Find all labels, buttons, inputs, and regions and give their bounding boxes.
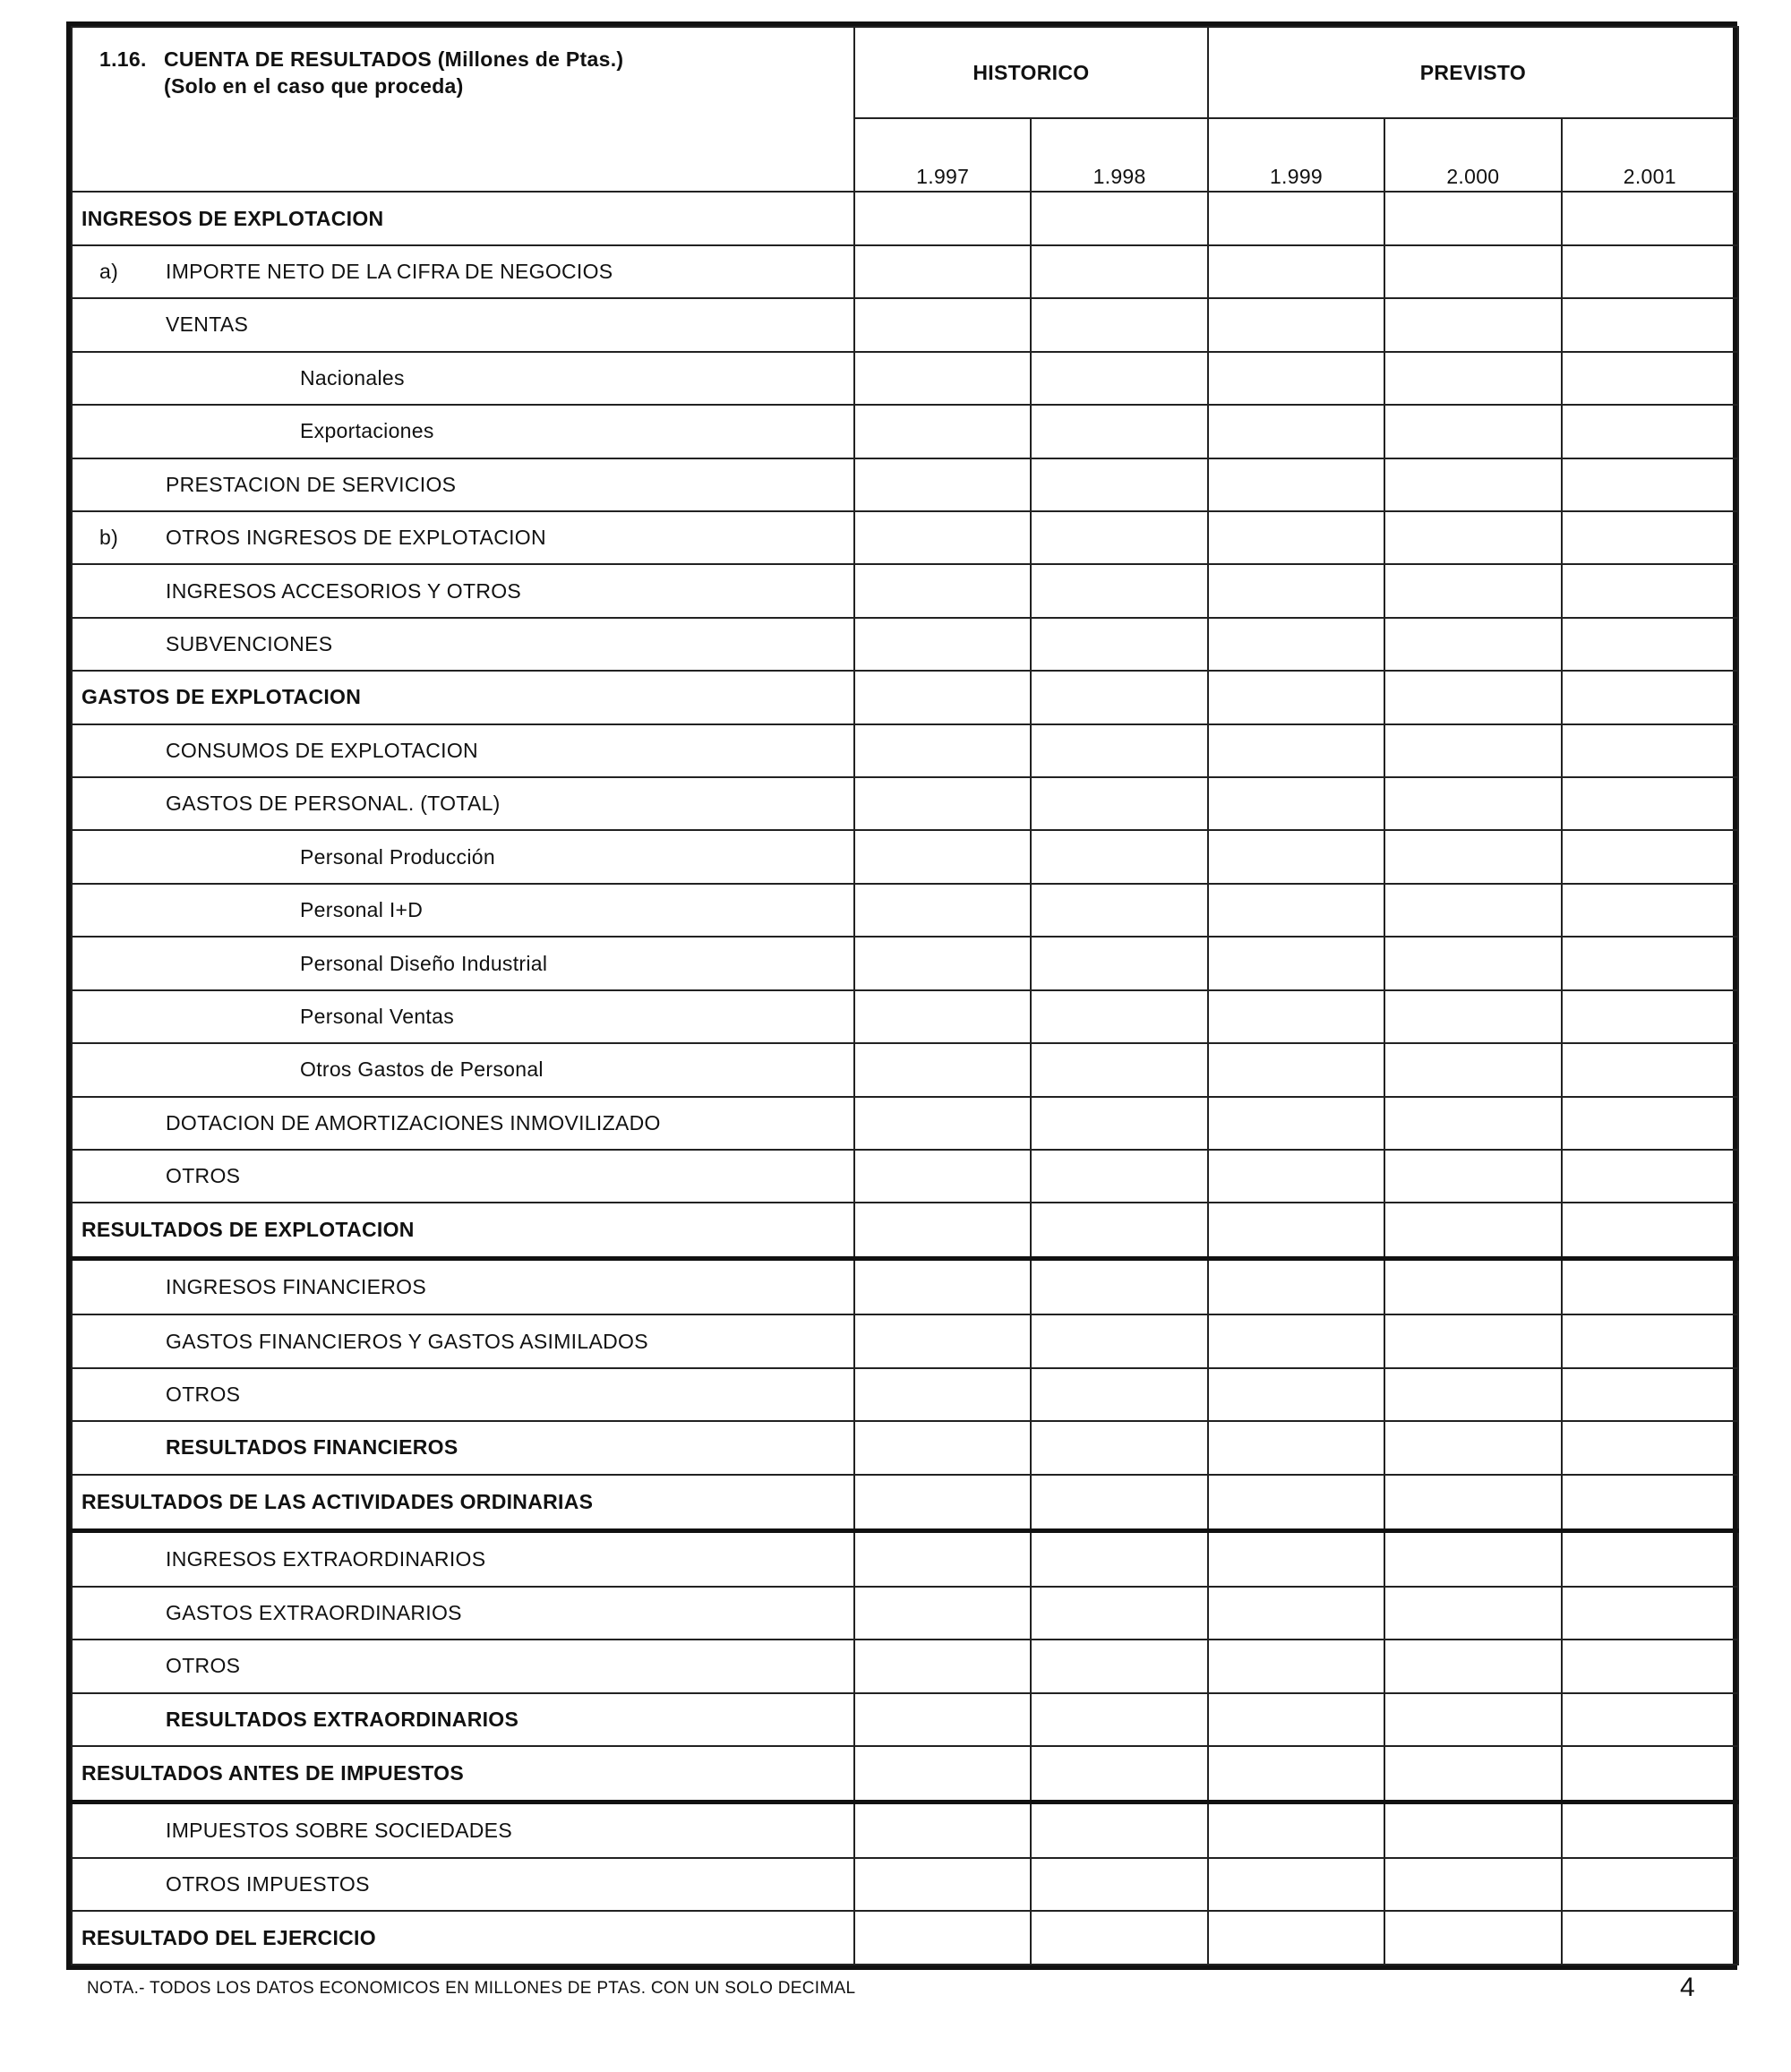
- header-historic: HISTORICO: [854, 27, 1208, 118]
- row-label: RESULTADO DEL EJERCICIO: [81, 1925, 376, 1949]
- value-cell[interactable]: [1208, 1150, 1384, 1203]
- row-label-cell: [72, 1475, 854, 1531]
- value-cell[interactable]: [1208, 1097, 1384, 1150]
- table-row: [72, 1368, 1738, 1421]
- row-label-cell: [72, 1858, 854, 1911]
- value-cell[interactable]: [1031, 1368, 1207, 1421]
- row-label-cell: [72, 1587, 854, 1640]
- value-cell[interactable]: [1208, 1259, 1384, 1315]
- value-cell[interactable]: [1208, 1693, 1384, 1746]
- row-label-cell: [72, 1746, 854, 1802]
- row-label-cell: [72, 1368, 854, 1421]
- value-cell[interactable]: [1562, 458, 1738, 511]
- value-cell[interactable]: [1562, 352, 1738, 405]
- year-header: 1.999: [1208, 118, 1384, 192]
- value-cell[interactable]: [1562, 1043, 1738, 1096]
- table-row: [72, 298, 1738, 351]
- row-label-cell: [72, 1802, 854, 1858]
- value-cell[interactable]: [1208, 990, 1384, 1043]
- value-cell[interactable]: [1384, 724, 1561, 777]
- table-row: [72, 458, 1738, 511]
- value-cell[interactable]: [854, 1746, 1031, 1802]
- value-cell[interactable]: [1208, 777, 1384, 830]
- value-cell[interactable]: [1031, 245, 1207, 298]
- value-cell[interactable]: [854, 937, 1031, 989]
- table-row: [72, 1203, 1738, 1259]
- value-cell[interactable]: [1562, 830, 1738, 883]
- value-cell[interactable]: [1562, 1314, 1738, 1367]
- value-cell[interactable]: [854, 1911, 1031, 1965]
- value-cell[interactable]: [1208, 1421, 1384, 1474]
- section-subtitle: (Solo en el caso que proceda): [164, 74, 464, 98]
- value-cell[interactable]: [1384, 618, 1561, 671]
- value-cell[interactable]: [854, 511, 1031, 564]
- table-row: [72, 618, 1738, 671]
- row-label: GASTOS DE EXPLOTACION: [81, 685, 362, 709]
- value-cell[interactable]: [1031, 1097, 1207, 1150]
- value-cell[interactable]: [854, 724, 1031, 777]
- value-cell[interactable]: [854, 1043, 1031, 1096]
- value-cell[interactable]: [1562, 671, 1738, 723]
- value-cell[interactable]: [1031, 1746, 1207, 1802]
- row-label: INGRESOS FINANCIEROS: [166, 1275, 426, 1299]
- value-cell[interactable]: [1384, 1587, 1561, 1640]
- value-cell[interactable]: [1208, 1911, 1384, 1965]
- value-cell[interactable]: [1384, 352, 1561, 405]
- value-cell[interactable]: [854, 1802, 1031, 1858]
- value-cell[interactable]: [1384, 1259, 1561, 1315]
- value-cell[interactable]: [1384, 458, 1561, 511]
- row-label-cell: [72, 1203, 854, 1259]
- value-cell[interactable]: [854, 245, 1031, 298]
- value-cell[interactable]: [854, 405, 1031, 458]
- row-label-cell: [72, 511, 854, 564]
- value-cell[interactable]: [854, 1259, 1031, 1315]
- value-cell[interactable]: [1384, 1911, 1561, 1965]
- value-cell[interactable]: [1031, 192, 1207, 244]
- value-cell[interactable]: [1208, 1314, 1384, 1367]
- value-cell[interactable]: [1562, 1421, 1738, 1474]
- value-cell[interactable]: [1031, 1421, 1207, 1474]
- row-label-cell: [72, 618, 854, 671]
- row-label-cell: [72, 405, 854, 458]
- value-cell[interactable]: [854, 352, 1031, 405]
- value-cell[interactable]: [1031, 405, 1207, 458]
- table-row: [72, 1314, 1738, 1367]
- value-cell[interactable]: [1562, 777, 1738, 830]
- row-label-cell: [72, 298, 854, 351]
- table-row: [72, 352, 1738, 405]
- row-label: RESULTADOS FINANCIEROS: [166, 1435, 458, 1460]
- value-cell[interactable]: [1562, 1802, 1738, 1858]
- table-row: [72, 830, 1738, 883]
- table-row: [72, 1421, 1738, 1474]
- section-title: CUENTA DE RESULTADOS (Millones de Ptas.): [164, 47, 624, 71]
- value-cell[interactable]: [1562, 1203, 1738, 1259]
- row-label-cell: [72, 1097, 854, 1150]
- value-cell[interactable]: [1562, 884, 1738, 937]
- header-forecast: PREVISTO: [1208, 27, 1738, 118]
- row-label-cell: [72, 192, 854, 244]
- value-cell[interactable]: [1031, 1259, 1207, 1315]
- value-cell[interactable]: [1562, 1530, 1738, 1587]
- value-cell[interactable]: [1384, 777, 1561, 830]
- value-cell[interactable]: [854, 1475, 1031, 1531]
- value-cell[interactable]: [1208, 1746, 1384, 1802]
- table-row: [72, 1693, 1738, 1746]
- value-cell[interactable]: [1384, 245, 1561, 298]
- value-cell[interactable]: [1031, 1693, 1207, 1746]
- value-cell[interactable]: [854, 192, 1031, 244]
- value-cell[interactable]: [1208, 405, 1384, 458]
- value-cell[interactable]: [1562, 1368, 1738, 1421]
- value-cell[interactable]: [1208, 937, 1384, 989]
- table-row: [72, 671, 1738, 723]
- value-cell[interactable]: [1031, 990, 1207, 1043]
- value-cell[interactable]: [1031, 618, 1207, 671]
- value-cell[interactable]: [1384, 1314, 1561, 1367]
- value-cell[interactable]: [1384, 1150, 1561, 1203]
- row-label: IMPUESTOS SOBRE SOCIEDADES: [166, 1818, 512, 1842]
- value-cell[interactable]: [1562, 990, 1738, 1043]
- value-cell[interactable]: [1031, 511, 1207, 564]
- table-row: [72, 1259, 1738, 1315]
- value-cell[interactable]: [1384, 192, 1561, 244]
- value-cell[interactable]: [1208, 724, 1384, 777]
- value-cell[interactable]: [1208, 884, 1384, 937]
- value-cell[interactable]: [1208, 1043, 1384, 1096]
- value-cell[interactable]: [1384, 1640, 1561, 1692]
- value-cell[interactable]: [1031, 1043, 1207, 1096]
- value-cell[interactable]: [1384, 830, 1561, 883]
- value-cell[interactable]: [1562, 511, 1738, 564]
- value-cell[interactable]: [1562, 245, 1738, 298]
- row-marker: a): [99, 260, 119, 284]
- value-cell[interactable]: [1031, 1858, 1207, 1911]
- value-cell[interactable]: [1208, 352, 1384, 405]
- section-number: 1.16.: [99, 47, 147, 71]
- row-label: Exportaciones: [300, 419, 434, 443]
- row-label-cell: [72, 458, 854, 511]
- value-cell[interactable]: [854, 564, 1031, 617]
- value-cell[interactable]: [1031, 1314, 1207, 1367]
- table-row: [72, 1640, 1738, 1692]
- table-row: [72, 777, 1738, 830]
- value-cell[interactable]: [854, 618, 1031, 671]
- value-cell[interactable]: [854, 1314, 1031, 1367]
- value-cell[interactable]: [1208, 1640, 1384, 1692]
- row-marker: b): [99, 526, 119, 550]
- row-label: Nacionales: [300, 365, 405, 390]
- value-cell[interactable]: [854, 1693, 1031, 1746]
- row-label: GASTOS EXTRAORDINARIOS: [166, 1600, 462, 1624]
- value-cell[interactable]: [1562, 1475, 1738, 1531]
- value-cell[interactable]: [1031, 352, 1207, 405]
- table-row: [72, 1150, 1738, 1203]
- row-label: IMPORTE NETO DE LA CIFRA DE NEGOCIOS: [166, 260, 613, 284]
- value-cell[interactable]: [1031, 1640, 1207, 1692]
- row-label-cell: [72, 1259, 854, 1315]
- table-row: [72, 1746, 1738, 1802]
- value-cell[interactable]: [1384, 1097, 1561, 1150]
- value-cell[interactable]: [1208, 1530, 1384, 1587]
- value-cell[interactable]: [1031, 458, 1207, 511]
- value-cell[interactable]: [1031, 724, 1207, 777]
- value-cell[interactable]: [854, 458, 1031, 511]
- year-header: 2.001: [1562, 118, 1738, 192]
- value-cell[interactable]: [1031, 884, 1207, 937]
- value-cell[interactable]: [1031, 1802, 1207, 1858]
- value-cell[interactable]: [1562, 618, 1738, 671]
- value-cell[interactable]: [1562, 1259, 1738, 1315]
- row-label-cell: [72, 1421, 854, 1474]
- row-label: Personal Diseño Industrial: [300, 951, 548, 975]
- value-cell[interactable]: [1562, 1693, 1738, 1746]
- value-cell[interactable]: [1208, 1858, 1384, 1911]
- value-cell[interactable]: [1384, 1043, 1561, 1096]
- value-cell[interactable]: [1031, 937, 1207, 989]
- row-label: Personal Ventas: [300, 1004, 455, 1028]
- year-header: 2.000: [1384, 118, 1561, 192]
- table-row: [72, 1802, 1738, 1858]
- value-cell[interactable]: [854, 1368, 1031, 1421]
- table-title-cell: [72, 27, 854, 192]
- income-statement-table: [71, 26, 1739, 1965]
- row-label: OTROS: [166, 1383, 241, 1407]
- value-cell[interactable]: [1384, 1421, 1561, 1474]
- value-cell[interactable]: [1562, 1150, 1738, 1203]
- table-row: [72, 1097, 1738, 1150]
- value-cell[interactable]: [1208, 1203, 1384, 1259]
- value-cell[interactable]: [1031, 1911, 1207, 1965]
- page-number: 4: [1680, 1973, 1695, 2002]
- value-cell[interactable]: [1384, 1475, 1561, 1531]
- value-cell[interactable]: [1384, 937, 1561, 989]
- value-cell[interactable]: [1208, 458, 1384, 511]
- value-cell[interactable]: [1384, 511, 1561, 564]
- table-row: [72, 990, 1738, 1043]
- row-label-cell: [72, 1530, 854, 1587]
- value-cell[interactable]: [1031, 1203, 1207, 1259]
- value-cell[interactable]: [1384, 1530, 1561, 1587]
- row-label-cell: [72, 777, 854, 830]
- value-cell[interactable]: [1031, 830, 1207, 883]
- row-label-cell: [72, 1911, 854, 1965]
- value-cell[interactable]: [1208, 1368, 1384, 1421]
- value-cell[interactable]: [854, 990, 1031, 1043]
- value-cell[interactable]: [1031, 777, 1207, 830]
- row-label-cell: [72, 245, 854, 298]
- table-row: [72, 1858, 1738, 1911]
- value-cell[interactable]: [1031, 1150, 1207, 1203]
- row-label: GASTOS FINANCIEROS Y GASTOS ASIMILADOS: [166, 1329, 648, 1353]
- value-cell[interactable]: [854, 1587, 1031, 1640]
- row-label: OTROS: [166, 1164, 241, 1188]
- value-cell[interactable]: [1562, 1640, 1738, 1692]
- table-row: [72, 884, 1738, 937]
- row-label-cell: [72, 990, 854, 1043]
- row-label-cell: [72, 724, 854, 777]
- value-cell[interactable]: [1384, 564, 1561, 617]
- row-label-cell: [72, 937, 854, 989]
- value-cell[interactable]: [1031, 298, 1207, 351]
- row-label: INGRESOS DE EXPLOTACION: [81, 206, 384, 230]
- table-row: [72, 192, 1738, 244]
- table-row: [72, 724, 1738, 777]
- row-label-cell: [72, 671, 854, 723]
- value-cell[interactable]: [1208, 511, 1384, 564]
- table-row: [72, 245, 1738, 298]
- value-cell[interactable]: [1562, 1911, 1738, 1965]
- value-cell[interactable]: [1384, 1368, 1561, 1421]
- value-cell[interactable]: [854, 1530, 1031, 1587]
- value-cell[interactable]: [1384, 1203, 1561, 1259]
- value-cell[interactable]: [854, 830, 1031, 883]
- table-row: [72, 1475, 1738, 1531]
- value-cell[interactable]: [1384, 298, 1561, 351]
- value-cell[interactable]: [1208, 1475, 1384, 1531]
- row-label-cell: [72, 1640, 854, 1692]
- year-header: 1.997: [854, 118, 1031, 192]
- row-label: RESULTADOS DE EXPLOTACION: [81, 1218, 415, 1242]
- row-label: OTROS IMPUESTOS: [166, 1872, 370, 1896]
- table-row: [72, 1043, 1738, 1096]
- value-cell[interactable]: [1031, 1587, 1207, 1640]
- value-cell[interactable]: [1208, 1802, 1384, 1858]
- value-cell[interactable]: [1384, 990, 1561, 1043]
- value-cell[interactable]: [1031, 1530, 1207, 1587]
- row-label: OTROS INGRESOS DE EXPLOTACION: [166, 526, 546, 550]
- value-cell[interactable]: [1562, 564, 1738, 617]
- value-cell[interactable]: [1384, 1858, 1561, 1911]
- row-label: PRESTACION DE SERVICIOS: [166, 472, 457, 496]
- value-cell[interactable]: [854, 671, 1031, 723]
- value-cell[interactable]: [854, 298, 1031, 351]
- row-label: Otros Gastos de Personal: [300, 1057, 544, 1082]
- value-cell[interactable]: [1208, 1587, 1384, 1640]
- row-label-cell: [72, 1043, 854, 1096]
- row-label: Personal I+D: [300, 898, 424, 922]
- table-row: [72, 1530, 1738, 1587]
- row-label: DOTACION DE AMORTIZACIONES INMOVILIZADO: [166, 1110, 661, 1134]
- value-cell[interactable]: [1208, 671, 1384, 723]
- row-label: RESULTADOS ANTES DE IMPUESTOS: [81, 1760, 465, 1785]
- value-cell[interactable]: [1562, 1746, 1738, 1802]
- row-label: INGRESOS ACCESORIOS Y OTROS: [166, 578, 522, 603]
- value-cell[interactable]: [1562, 298, 1738, 351]
- value-cell[interactable]: [1562, 1097, 1738, 1150]
- value-cell[interactable]: [854, 777, 1031, 830]
- value-cell[interactable]: [1384, 671, 1561, 723]
- income-statement-form: [66, 21, 1737, 1970]
- value-cell[interactable]: [854, 1150, 1031, 1203]
- value-cell[interactable]: [1208, 245, 1384, 298]
- row-label-cell: [72, 352, 854, 405]
- table-row: [72, 937, 1738, 989]
- value-cell[interactable]: [1208, 298, 1384, 351]
- row-label-cell: [72, 884, 854, 937]
- value-cell[interactable]: [1562, 405, 1738, 458]
- table-row: [72, 1911, 1738, 1965]
- value-cell[interactable]: [1562, 937, 1738, 989]
- row-label-cell: [72, 830, 854, 883]
- year-header: 1.998: [1031, 118, 1207, 192]
- value-cell[interactable]: [1208, 830, 1384, 883]
- value-cell[interactable]: [1208, 618, 1384, 671]
- footer-note: NOTA.- TODOS LOS DATOS ECONOMICOS EN MILLONES DE PTAS. CON UN SOLO DECIMAL: [87, 1979, 856, 1998]
- value-cell[interactable]: [1031, 671, 1207, 723]
- value-cell[interactable]: [1562, 192, 1738, 244]
- table-row: [72, 1587, 1738, 1640]
- value-cell[interactable]: [854, 1097, 1031, 1150]
- value-cell[interactable]: [1562, 724, 1738, 777]
- value-cell[interactable]: [854, 884, 1031, 937]
- row-label: RESULTADOS DE LAS ACTIVIDADES ORDINARIAS: [81, 1489, 594, 1513]
- table-row: [72, 511, 1738, 564]
- row-label: VENTAS: [166, 313, 249, 337]
- row-label-cell: [72, 564, 854, 617]
- value-cell[interactable]: [1208, 192, 1384, 244]
- value-cell[interactable]: [854, 1640, 1031, 1692]
- value-cell[interactable]: [1384, 1746, 1561, 1802]
- row-label: RESULTADOS EXTRAORDINARIOS: [166, 1707, 519, 1731]
- value-cell[interactable]: [1384, 405, 1561, 458]
- row-label: CONSUMOS DE EXPLOTACION: [166, 738, 478, 762]
- value-cell[interactable]: [1562, 1858, 1738, 1911]
- value-cell[interactable]: [1562, 1587, 1738, 1640]
- value-cell[interactable]: [1384, 884, 1561, 937]
- value-cell[interactable]: [854, 1858, 1031, 1911]
- value-cell[interactable]: [1031, 1475, 1207, 1531]
- row-label: Personal Producción: [300, 844, 495, 869]
- value-cell[interactable]: [1384, 1802, 1561, 1858]
- value-cell[interactable]: [1031, 564, 1207, 617]
- row-label: INGRESOS EXTRAORDINARIOS: [166, 1546, 486, 1571]
- row-label-cell: [72, 1314, 854, 1367]
- row-label: GASTOS DE PERSONAL. (TOTAL): [166, 792, 501, 816]
- table-row: [72, 405, 1738, 458]
- value-cell[interactable]: [1208, 564, 1384, 617]
- row-label-cell: [72, 1693, 854, 1746]
- row-label: OTROS: [166, 1654, 241, 1678]
- value-cell[interactable]: [854, 1421, 1031, 1474]
- value-cell[interactable]: [1384, 1693, 1561, 1746]
- value-cell[interactable]: [854, 1203, 1031, 1259]
- table-row: [72, 564, 1738, 617]
- row-label: SUBVENCIONES: [166, 632, 333, 655]
- row-label-cell: [72, 1150, 854, 1203]
